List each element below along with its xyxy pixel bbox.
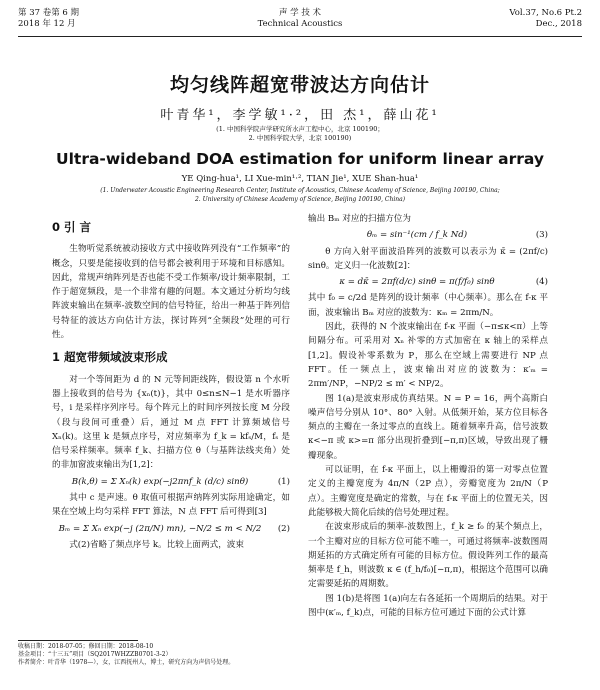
equation-3 [308,228,548,242]
footnote-author: 作者简介：叶青华（1978—），女，江西抚州人，博士，研究方向为声信号处理。 [18,659,235,666]
journal-name: 声 学 技 术 Technical Acoustics [257,8,343,29]
body-paragraph: 图 1(b)是将图 1(a)向左右各延拓一个周期后的结果。对于图中(κ′ₘ, f_k)点，可能的目标方位可通过下面的公式计算 [308,593,548,619]
body-paragraph: 其中 c 是声速。θ 取值可根据声纳阵列实际用途确定，如果在空域上均匀采样 FFT 算法，N 点 FFT 后可得到[3] [52,493,290,518]
equation-text: Bₘ = Σ Xₙ exp(−j (2π/N) mn), −N/2 ≤ m < N/2 [58,523,262,534]
body-paragraph: 因此，获得的 N 个波束输出在 f-κ 平面（−π≤κ<π）上等间隔分布。可采用对 Xₙ 补零的方式加密在 κ 轴上的采样点[1,2]。假设补零系数为 P，那么在空域上需要进行 NP 点 FFT。任一频点上，波束输出对应的波数为：κ′ₘ = 2πm′/NP，−NP/2 ≤ m′ < NP/2。 [308,322,548,390]
equation-number: (2) [277,523,290,534]
equation-4 [308,275,548,289]
body-paragraph: 图 1(a)是波束形成仿真结果。N = P = 16，两个高斯白噪声信号分别从 10°、80° 入射。从低频开始，某方位目标各频点的主瓣在一条过零点的直线上。随着频率升高，信号波数 κ<−π 或 κ>=π 部分出现折叠到[−π,π)区域，导致出现了栅瓣现象。 [308,393,548,461]
body-paragraph: 式(2)省略了频点序号 k。比较上面两式，波束 [69,539,244,550]
intro-paragraph: 生物听觉系统被动接收方式中接收阵列没有“工作频率”的概念，只要是能接收到的信号都会被利用于环境和目标感知。因此，常规声纳阵列是否也能不受工作频率/设计频率限制，工作于超宽频段，是一个非常有趣的问题。本文通过分析均匀线阵波束输出在频率-波数空间的信号特征，给出一种基于阵列信号特征的波达方向估计方法，探讨阵列“全频段”处理的可行性。 [52,244,290,341]
section-heading-intro: 0 引 言 [52,220,92,234]
body-paragraph: 在波束形成后的频率-波数图上，f_k ≥ f₀ 的某个频点上，一个主瓣对应的目标方位可能不唯一，可通过将频率-波数图周期延拓的方式确定所有可能的目标方位。假设阵列工作的最高频率是 f_h，则波数 κ ∈ (f_h/f₀)[−π,π)，根据这个范围可以确定需要延拓的周期数。 [308,522,548,590]
section-heading-1: 1 超宽带频域波束形成 [52,350,168,365]
equation-2 [52,522,290,536]
body-paragraph: 对一个等间距为 d 的 N 元等间距线阵，假设第 n 个水听器上接收到的信号为 {xₙ(t)}，其中 0≤n≤N−1 是水听器序号，i 是采样序列序号。每个阵元上的时间序列按长度 M 分段（段与段间可重叠）后，通过 M 点 FFT 计算频域信号 Xₙ(k)。这里 k 是频点序号，对应频率为 f_k = kfₛ/M，fₛ 是信号采样频率。频率 f_k、扫描方位 θ（与基阵法线夹角）处的非加窗波束输出为[1,2]： [52,374,290,471]
body-paragraph: θ 方向入射平面波沿阵列的波数可以表示为 κ̄ = (2πf/c) sinθ。定义归一化波数[2]： [308,246,548,271]
authors-en: YE Qing-hua¹, LI Xue-min¹·², TIAN Jie¹, XUE Shan-hua¹ [181,174,419,184]
body-paragraph: 其中 f₀ = c/2d 是阵列的设计频率（中心频率）。那么在 f-κ 平面，波束输出 Bₘ 对应的波数为：κₘ = 2πm/N。 [308,293,548,318]
equation-text: B(k,θ) = Σ Xₙ(k) exp(−j2πnf_k (d/c) sinθ) [71,476,249,487]
equation-number: (3) [535,230,548,241]
footnote-rule [18,640,138,641]
footnotes [18,643,308,667]
affiliation-zh-2: 2. 中国科学院大学，北京 100190) [248,134,352,142]
journal-issue: Vol.37, No.6 Pt.2 Dec., 2018 [509,8,582,29]
running-header [18,8,582,34]
equation-text: θₘ = sin⁻¹(cm / f_k Nd) [366,230,468,241]
left-column [52,212,290,552]
paper-title-en: Ultra-wideband DOA estimation for uniform linear array [56,150,544,168]
body-line: 输出 Bₘ 对应的扫描方位为 [308,214,411,224]
equation-number: (4) [535,277,548,288]
footnote-received: 收稿日期：2018-07-05；修回日期：2018-08-10 [18,643,154,650]
equation-number: (1) [277,476,290,487]
right-column [308,212,548,620]
equation-text: κ = dκ̄ = 2πf(d/c) sinθ = π(f/f₀) sinθ [339,277,495,288]
affiliation-zh-1: (1. 中国科学院声学研究所水声工程中心，北京 100190； [216,125,384,133]
equation-1 [52,475,290,489]
journal-volume: 第 37 卷第 6 期 2018 年 12 月 [18,8,80,29]
footnote-funding: 基金项目：“十三五”项目（SQ2017WHZZB0701-3-2） [18,651,172,658]
paper-title-zh: 均匀线阵超宽带波达方向估计 [169,74,430,96]
header-rule [18,36,582,37]
affiliation-en-1: (1. Underwater Acoustic Engineering Research Center, Institute of Acoustics, Chinese Academy of Science, Beijing 100190, China; [100,187,500,194]
body-paragraph: 可以证明，在 f-κ 平面上，以上栅瓣沿的第一对零点位置定义的主瓣宽度为 4π/N（2P 点），旁瓣宽度为 2π/N（P 点）。主瓣宽度是确定的常数，与在 f-κ 平面上的位置无关，因此能够极大简化后续的信号处理过程。 [308,465,548,518]
authors-zh: 叶青华¹，李学敏¹·²，田 杰¹，薛山花¹ [160,108,440,123]
affiliation-en-2: 2. University of Chinese Academy of Science, Beijing 100190, China) [194,196,406,203]
